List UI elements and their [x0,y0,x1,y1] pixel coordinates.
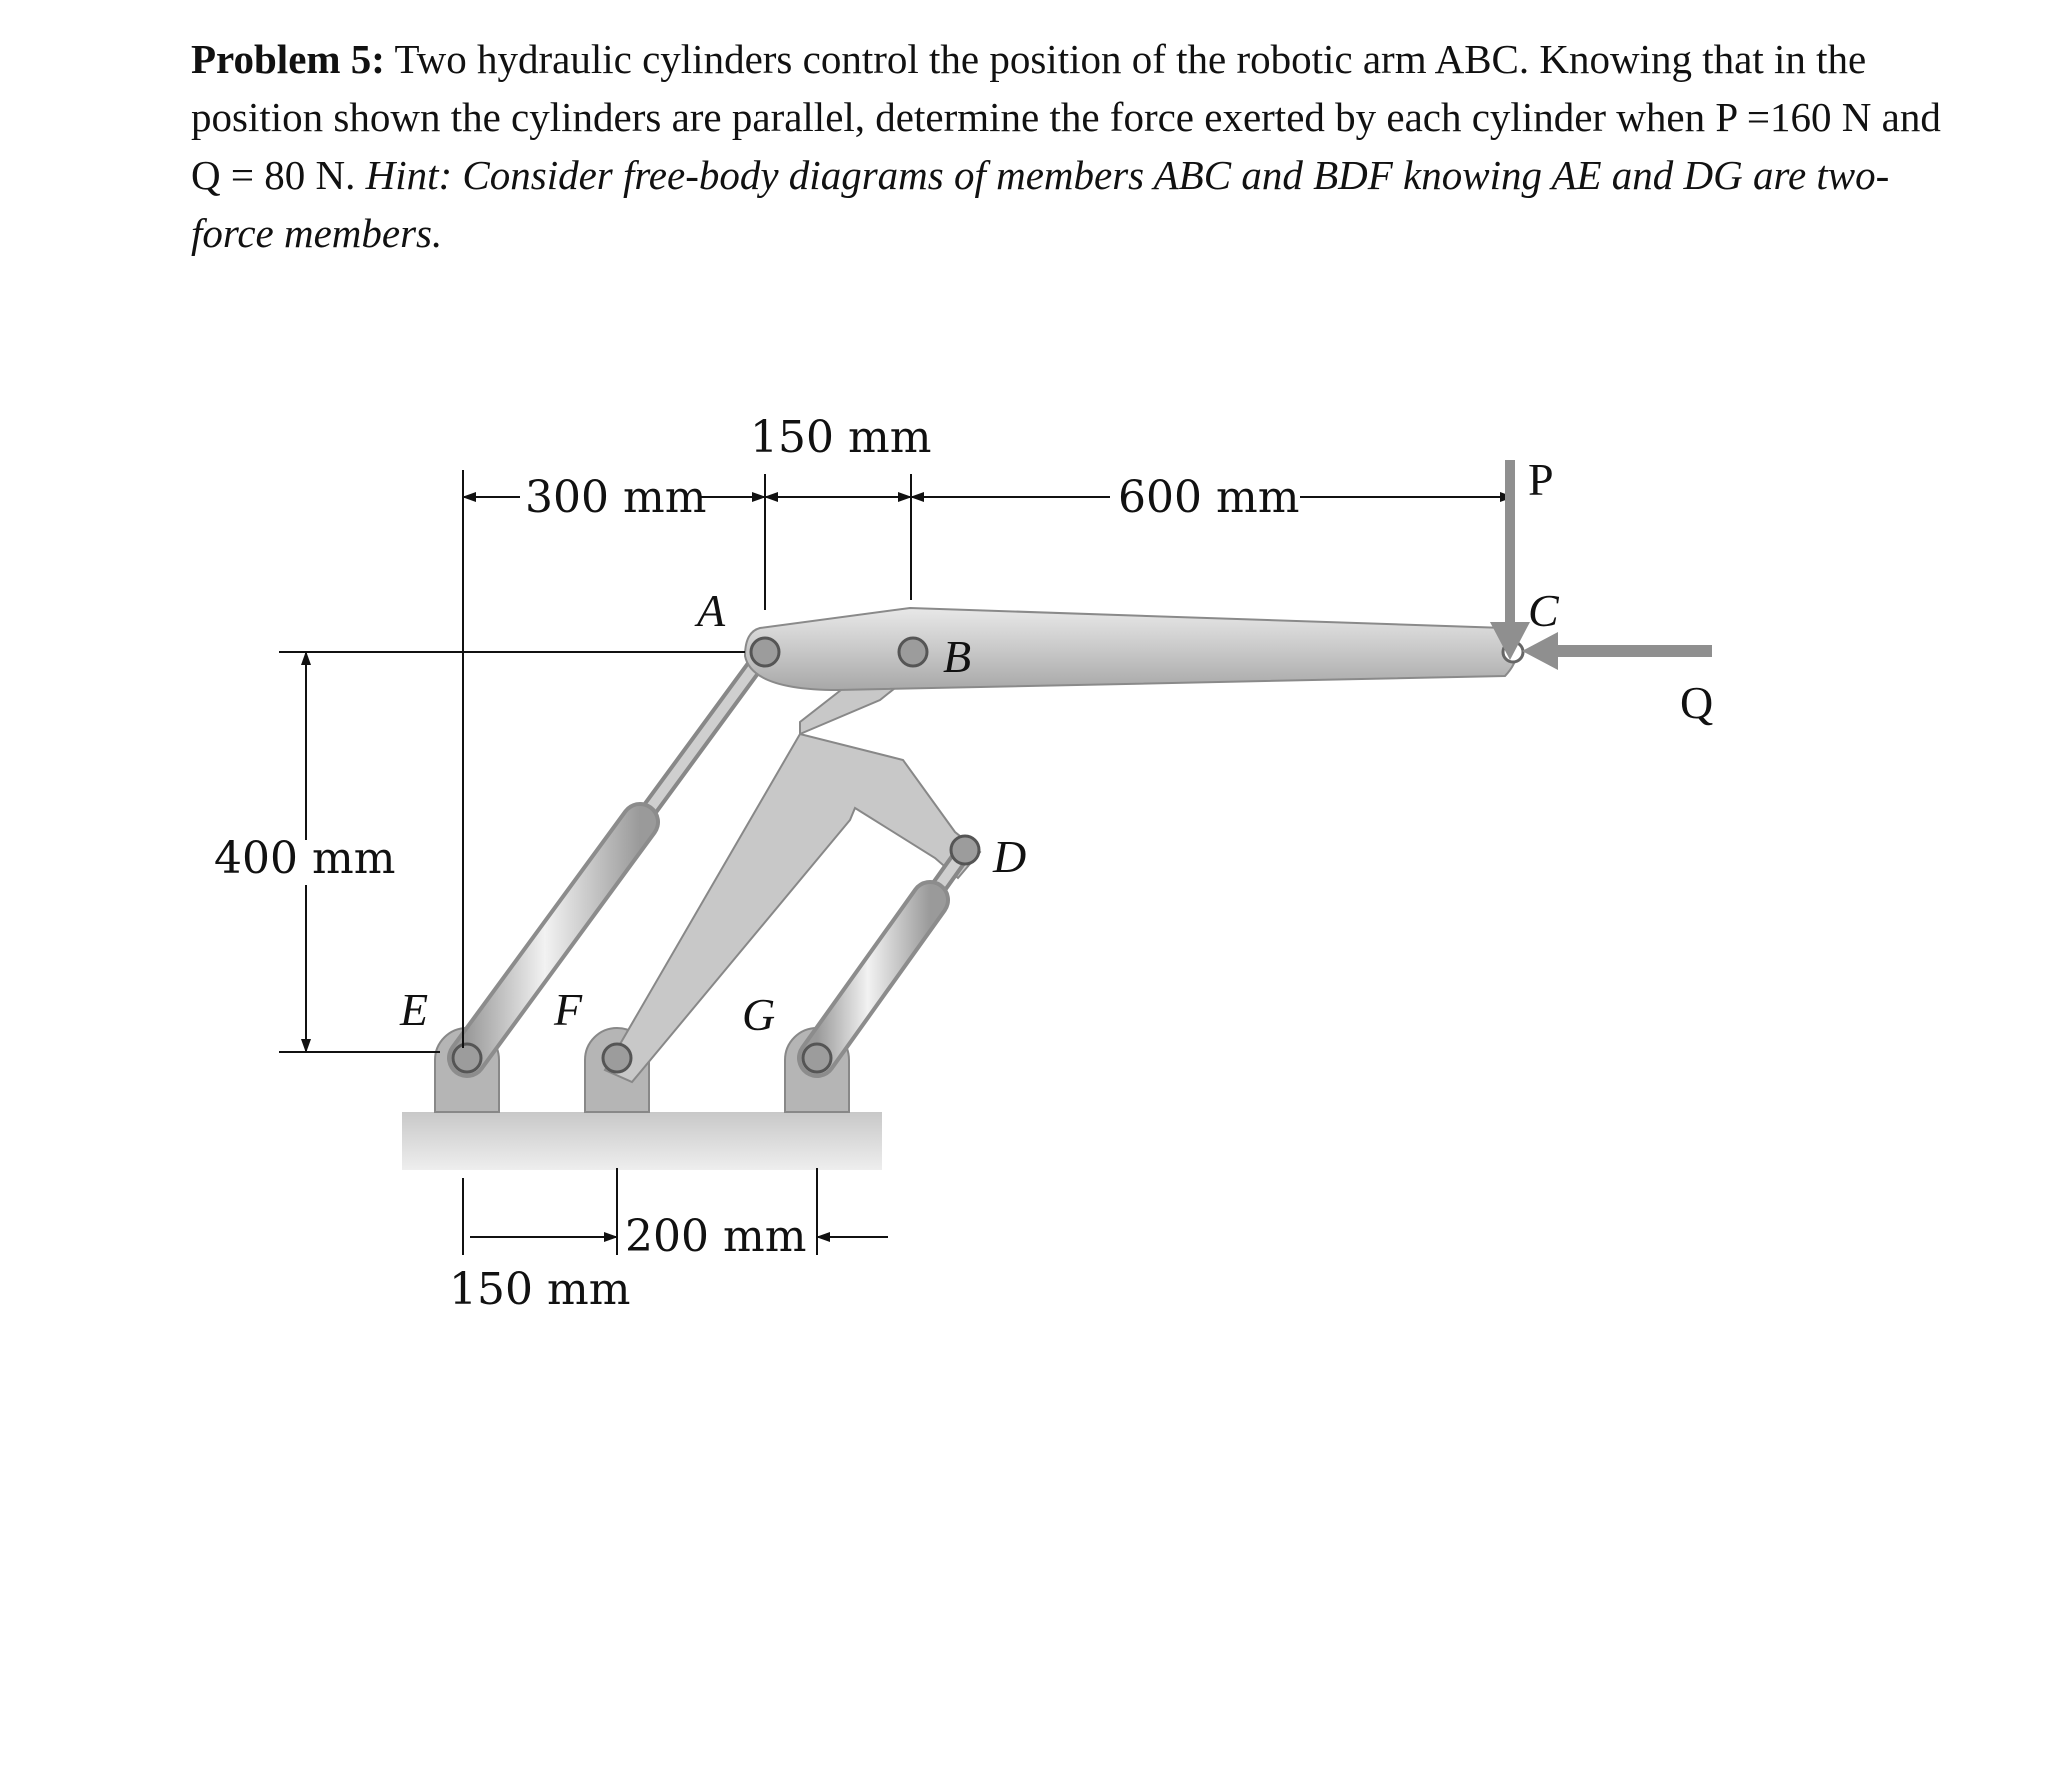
problem-body: Two hydraulic cylinders control the position of the robotic arm ABC. Knowing that in the position shown the cylinders are parallel, determine the force exerted by each cylinder when P =160 N and Q = 80 N. [191,36,1941,198]
dim-top-300: 300 mm [525,472,707,523]
pin-d [951,836,979,864]
force-p-arrow [1490,460,1530,660]
label-g: G [742,989,776,1040]
dim-bottom-150: 150 mm [449,1264,631,1315]
label-f: F [554,984,583,1035]
pin-g [803,1044,831,1072]
dim-left-400: 400 mm [214,833,396,884]
label-q: Q [1680,677,1714,728]
label-c: C [1528,585,1559,636]
problem-hint: Hint: Consider free-body diagrams of members ABC and BDF knowing AE and DG are two-force members. [191,152,1890,256]
label-d: D [993,831,1027,882]
cylinder-ae [467,652,765,1058]
label-p: P [1528,454,1554,505]
dim-top-600: 600 mm [1118,472,1300,523]
member-bdf [605,640,980,1082]
label-a: A [697,585,726,636]
cylinder-dg [817,850,965,1058]
label-b: B [943,631,972,682]
arm-abc [745,608,1517,690]
dim-top-150: 150 mm [750,412,932,463]
problem-label: Problem 5: [191,36,385,82]
label-e: E [400,984,429,1035]
pin-a [751,638,779,666]
pin-e [453,1044,481,1072]
pin-b [899,638,927,666]
pin-f [603,1044,631,1072]
dim-bottom-200: 200 mm [625,1211,807,1262]
ground-base [402,1112,882,1170]
force-q-arrow [1522,632,1712,670]
